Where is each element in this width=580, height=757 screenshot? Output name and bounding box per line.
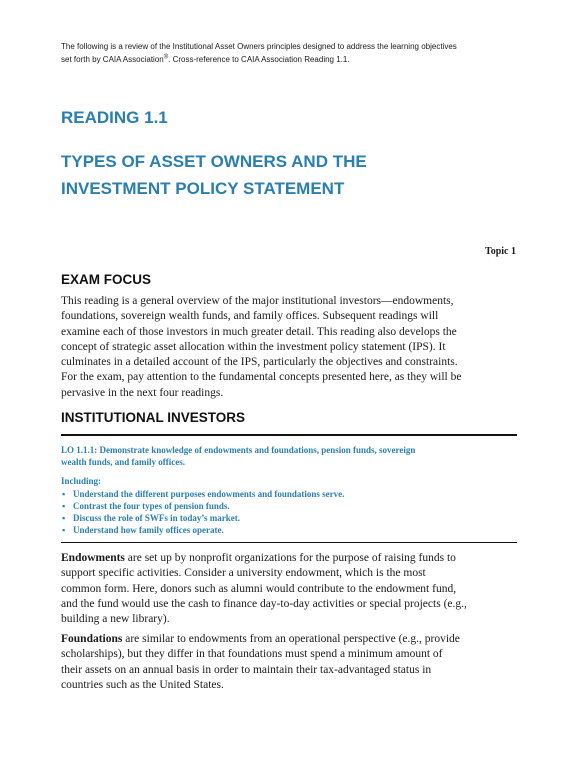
learning-objective-line-1: LO 1.1.1: Demonstrate knowledge of endowments and foundations, pension funds, sovereign [61, 445, 416, 455]
objective-bullet [61, 512, 344, 524]
exam-focus-paragraph [61, 294, 519, 401]
intro-line-2-end: . Cross-reference to CAIA Association Reading 1.1. [168, 55, 350, 64]
exam-focus-line: pervasive in the next four readings. [61, 386, 224, 399]
foundations-line: their assets on an annual basis in order to maintain their tax-advantaged status in [61, 663, 432, 676]
objective-bullet [61, 488, 344, 500]
endowments-line-1-rest: are set up by nonprofit organizations for the purpose of raising funds to [124, 552, 456, 564]
reading-title-line-2: INVESTMENT POLICY STATEMENT [61, 179, 345, 198]
exam-focus-line: This reading is a general overview of the major institutional investors—endowments, [61, 295, 454, 307]
intro-line-2-start: set forth by CAIA Association [61, 55, 164, 64]
endowments-line: and the fund would use the cash to finance day-to-day activities or special projects (e.g., [61, 597, 467, 610]
exam-focus-line: concept of strategic asset allocation within the investment policy statement (IPS). It [61, 340, 446, 353]
endowments-line [61, 551, 519, 566]
reading-title [61, 148, 501, 202]
objective-bullet [61, 500, 344, 512]
intro-line-2 [61, 53, 521, 66]
institutional-investors-heading: INSTITUTIONAL INVESTORS [61, 410, 246, 425]
endowments-line: building a new library). [61, 613, 170, 626]
learning-objective [61, 444, 501, 468]
endowments-line: support specific activities. Consider a university endowment, which is the most [61, 567, 426, 580]
objective-bullet [61, 524, 344, 536]
reading-number: READING 1.1 [61, 108, 168, 127]
objective-bullet-text: Contrast the four types of pension funds. [73, 501, 230, 511]
bullet-marker: ▪ [62, 501, 66, 511]
foundations-line [61, 632, 519, 647]
foundations-line: scholarships), but they differ in that foundations must spend a minimum amount of [61, 648, 443, 661]
objective-bullet-text: Understand how family offices operate. [73, 525, 224, 535]
objective-bullet-text: Understand the different purposes endowments and foundations serve. [73, 489, 345, 499]
topic-label: Topic 1 [484, 246, 516, 257]
intro-note [61, 40, 521, 66]
intro-line-1: The following is a review of the Institutional Asset Owners principles designed to address the learning objectives [61, 42, 457, 51]
exam-focus-line: For the exam, pay attention to the fundamental concepts presented here, as they will be [61, 371, 462, 384]
registered-mark: ® [163, 54, 169, 61]
including-label: Including: [61, 476, 102, 486]
foundations-term: Foundations [61, 633, 123, 645]
endowments-term: Endowments [61, 552, 125, 564]
foundations-line: countries such as the United States. [61, 678, 224, 691]
exam-focus-line: culminates in a detailed account of the IPS, particularly the objectives and constraints. [61, 356, 458, 369]
foundations-line-1-rest: are similar to endowments from an operational perspective (e.g., provide [122, 633, 460, 645]
endowments-line: common form. Here, donors such as alumni would contribute to the endowment fund, [61, 582, 457, 595]
bullet-marker: ▪ [62, 489, 66, 499]
foundations-paragraph [61, 632, 519, 693]
exam-focus-heading: EXAM FOCUS [61, 272, 152, 287]
objective-bullet-list [61, 488, 344, 536]
section-bottom-rule [61, 542, 517, 543]
exam-focus-line: foundations, sovereign wealth funds, and family offices. Subsequent readings will [61, 310, 439, 323]
bullet-marker: ▪ [62, 513, 66, 523]
learning-objective-line-2: wealth funds, and family offices. [61, 457, 186, 467]
section-top-rule [61, 434, 517, 436]
endowments-paragraph [61, 551, 519, 627]
reading-title-line-1: TYPES OF ASSET OWNERS AND THE [61, 152, 367, 171]
exam-focus-line: examine each of those investors in much greater detail. This reading also develops the [61, 325, 457, 338]
objective-bullet-text: Discuss the role of SWFs in today’s market. [73, 513, 240, 523]
bullet-marker: ▪ [62, 525, 66, 535]
